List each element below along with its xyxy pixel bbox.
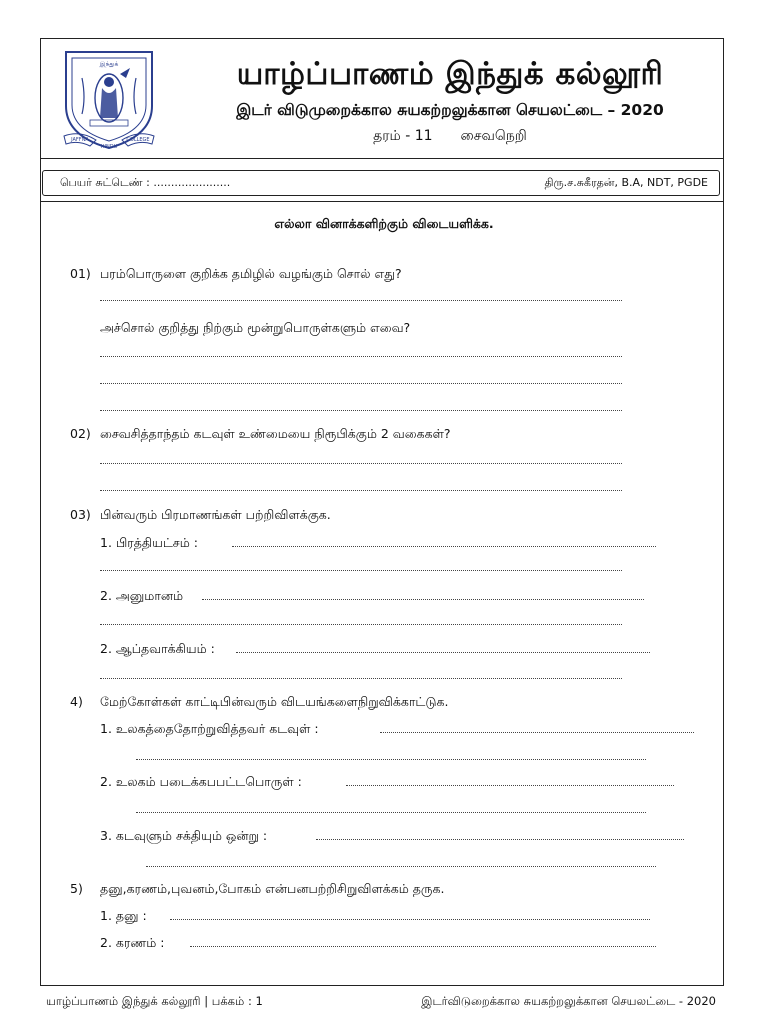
footer-left: யாழ்ப்பாணம் இந்துக் கல்லூரி | பக்கம் : 1	[46, 994, 263, 1008]
question-number: 4)	[70, 694, 83, 709]
logo-jaffna-text: JAFFNA	[71, 137, 89, 143]
logo-hindu-text: HINDU	[100, 144, 118, 150]
answer-line[interactable]	[100, 463, 622, 464]
answer-line[interactable]	[136, 759, 646, 760]
answer-line[interactable]	[190, 946, 656, 947]
sub-item: 1. தனு :	[100, 908, 147, 923]
sub-item: 1. பிரத்தியட்சம் :	[100, 535, 198, 550]
answer-line[interactable]	[100, 300, 622, 301]
answer-line[interactable]	[100, 356, 622, 357]
answer-line[interactable]	[100, 678, 622, 679]
teacher-credit: திரு.ச.சுகீரதன், B.A, NDT, PGDE	[544, 176, 708, 189]
question-number: 5)	[70, 881, 83, 896]
answer-line[interactable]	[170, 919, 650, 920]
question-text: பின்வரும் பிரமாணங்கள் பற்றிவிளக்குக.	[100, 507, 331, 522]
answer-line[interactable]	[146, 866, 656, 867]
answer-line[interactable]	[100, 490, 622, 491]
question-text: தனு,கரணம்,புவனம்,போகம் என்பனபற்றிசிறுவிளக்கம் தருக.	[100, 881, 445, 896]
logo-top-text: இந்துக்	[99, 61, 119, 68]
worksheet-subtitle: இடர் விடுமுறைக்கால சுயகற்றலுக்கான செயலட்டை – 2020	[236, 101, 664, 119]
name-index-label: பெயர் சுட்டெண் : ......................	[60, 176, 231, 189]
sub-item: 3. கடவுளும் சக்தியும் ஒன்று :	[100, 828, 268, 843]
logo-college-text: COLLEGE	[126, 137, 150, 143]
answer-line[interactable]	[202, 599, 644, 600]
answer-line[interactable]	[100, 624, 622, 625]
answer-line[interactable]	[236, 652, 650, 653]
sub-item: 1. உலகத்தைதோற்றுவித்தவர் கடவுள் :	[100, 721, 319, 736]
answer-line[interactable]	[232, 546, 656, 547]
instruction-text: எல்லா வினாக்களிற்கும் விடையளிக்க.	[274, 216, 494, 231]
question-number: 01)	[70, 266, 91, 281]
question-text: மேற்கோள்கள் காட்டிபின்வரும் விடயங்களைநிறுவிக்காட்டுக.	[100, 694, 449, 709]
school-crest-logo	[60, 48, 158, 152]
sub-item: 2. கரணம் :	[100, 935, 165, 950]
answer-line[interactable]	[100, 383, 622, 384]
question-number: 03)	[70, 507, 91, 522]
grade-label: தரம் - 11	[373, 128, 433, 144]
school-name-heading: யாழ்ப்பாணம் இந்துக் கல்லூரி	[236, 56, 664, 92]
name-bar-divider	[40, 201, 724, 202]
answer-line[interactable]	[380, 732, 694, 733]
subject-label: சைவநெறி	[460, 128, 527, 144]
answer-line[interactable]	[100, 410, 622, 411]
answer-line[interactable]	[316, 839, 684, 840]
sub-item: 2. உலகம் படைக்கபபட்டபொருள் :	[100, 774, 302, 789]
answer-line[interactable]	[100, 570, 622, 571]
footer-right: இடர்விடுறைக்கால சுயகற்றலுக்கான செயலட்டை - 2020	[421, 994, 716, 1008]
sub-item: 2. ஆப்தவாக்கியம் :	[100, 641, 215, 656]
grade-subject-line	[200, 128, 700, 146]
question-1-followup: அச்சொல் குறித்து நிற்கும் மூன்றுபொருள்களும் எவை?	[100, 320, 411, 335]
question-number: 02)	[70, 426, 91, 441]
answer-line[interactable]	[346, 785, 674, 786]
answer-line[interactable]	[136, 812, 646, 813]
header-divider	[40, 158, 724, 159]
question-text: சைவசித்தாந்தம் கடவுள் உண்மையை நிரூபிக்கும் 2 வகைகள்?	[100, 426, 451, 441]
question-text: பரம்பொருளை குறிக்க தமிழில் வழங்கும் சொல் எது?	[100, 266, 402, 281]
sub-item: 2. அனுமானம்	[100, 588, 184, 603]
